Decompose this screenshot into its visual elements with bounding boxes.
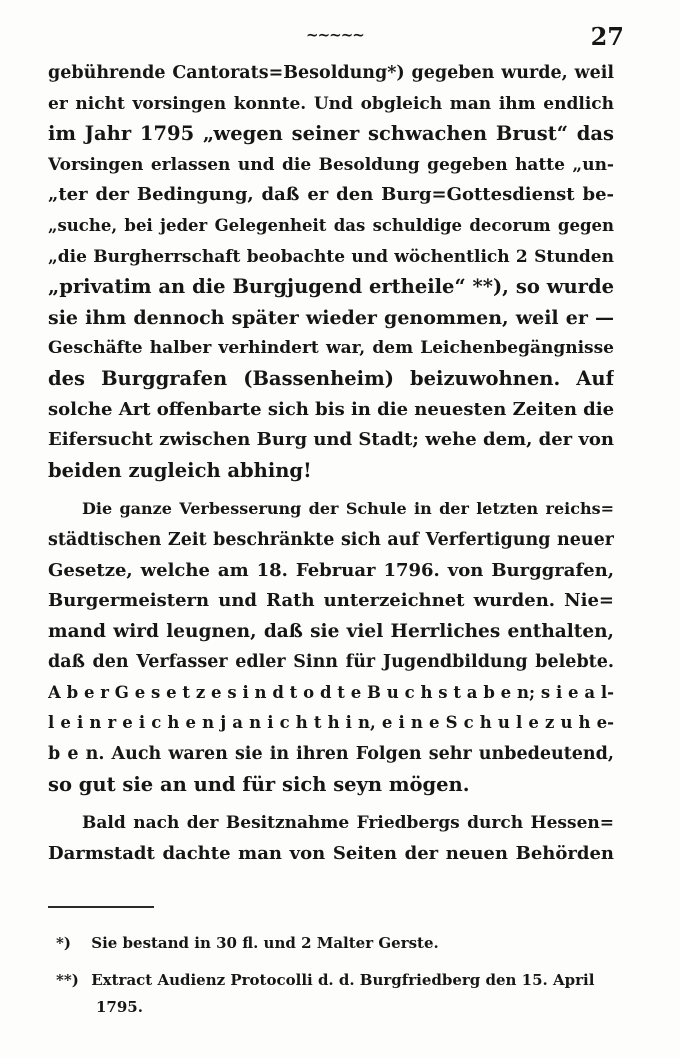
text-line: im Jahr 1795 „wegen seiner schwachen Brust“ das (48, 122, 614, 146)
page-number: 27 (590, 22, 624, 51)
footnote-1 (56, 930, 616, 957)
footnote-marker: *) (56, 934, 71, 952)
text-line: Gesetze, welche am 18. Februar 1796. von Burggrafen, (48, 559, 614, 581)
header-ornament: ~~~~~ (306, 26, 364, 44)
page-header (48, 22, 624, 52)
text-line: des Burggrafen (Bassenheim) beizuwohnen. Auf (48, 366, 614, 390)
text-line: so gut sie an und für sich seyn mögen. (48, 772, 470, 796)
text-line: Die ganze Verbesserung der Schule in der letzten reichs= (82, 499, 614, 519)
text-line: „die Burgherrschaft beobachte und wöchentlich 2 Stunden (48, 246, 614, 267)
text-line: mand wird leugnen, daß sie viel Herrliches enthalten, (48, 620, 614, 642)
footnote-marker: **) (56, 971, 79, 989)
text-line: Geschäfte halber verhindert war, dem Leichenbegängnisse (48, 338, 614, 359)
text-line: „privatim an die Burgjugend ertheile“ **), so wurde (48, 275, 614, 299)
text-line: b e n. Auch waren sie in ihren Folgen sehr unbedeutend, (48, 744, 614, 765)
body-text (48, 58, 614, 869)
paragraph-3 (48, 808, 614, 869)
footnote-2 (56, 967, 616, 994)
paragraph-1 (48, 58, 614, 486)
text-line: beiden zugleich abhing! (48, 458, 312, 482)
text-line: Burgermeistern und Rath unterzeichnet wurden. Nie= (48, 590, 614, 612)
text-line: „ter der Bedingung, daß er den Burg=Gottesdienst be- (48, 184, 614, 206)
text-line: Vorsingen erlassen und die Besoldung gegeben hatte „un- (48, 154, 614, 175)
text-line: Darmstadt dachte man von Seiten der neuen Behörden (48, 842, 614, 864)
paragraph-2 (48, 494, 614, 800)
text-line: gebührende Cantorats=Besoldung*) gegeben wurde, weil (48, 63, 614, 83)
text-line: solche Art offenbarte sich bis in die neuesten Zeiten die (48, 398, 614, 420)
text-line: „suche, bei jeder Gelegenheit das schuldige decorum gegen (48, 215, 614, 235)
footnote-divider (48, 906, 154, 908)
footnote-2-continuation: 1795. (96, 998, 143, 1016)
footnote-text: Sie bestand in 30 fl. und 2 Malter Gerste. (91, 934, 439, 952)
footnotes (56, 930, 616, 1021)
text-line: daß den Verfasser edler Sinn für Jugendbildung belebte. (48, 652, 614, 673)
text-line-spaced: A b e r G e s e t z e s i n d t o d t e B u c h s t a b e n; s i e a l- (48, 682, 614, 702)
footnote-text: Extract Audienz Protocolli d. d. Burgfriedberg den 15. April (91, 971, 595, 989)
text-line: städtischen Zeit beschränkte sich auf Verfertigung neuer (48, 529, 614, 550)
text-line: Bald nach der Besitznahme Friedbergs durch Hessen= (82, 813, 614, 834)
text-line-spaced: l e i n r e i c h e n j a n i c h t h i n, e i n e S c h u l e z u h e- (48, 713, 614, 733)
text-line: Eifersucht zwischen Burg und Stadt; wehe dem, der von (48, 429, 614, 451)
text-line: er nicht vorsingen konnte. Und obgleich man ihm endlich (48, 93, 614, 114)
text-line: sie ihm dennoch später wieder genommen, weil er — (48, 306, 614, 329)
